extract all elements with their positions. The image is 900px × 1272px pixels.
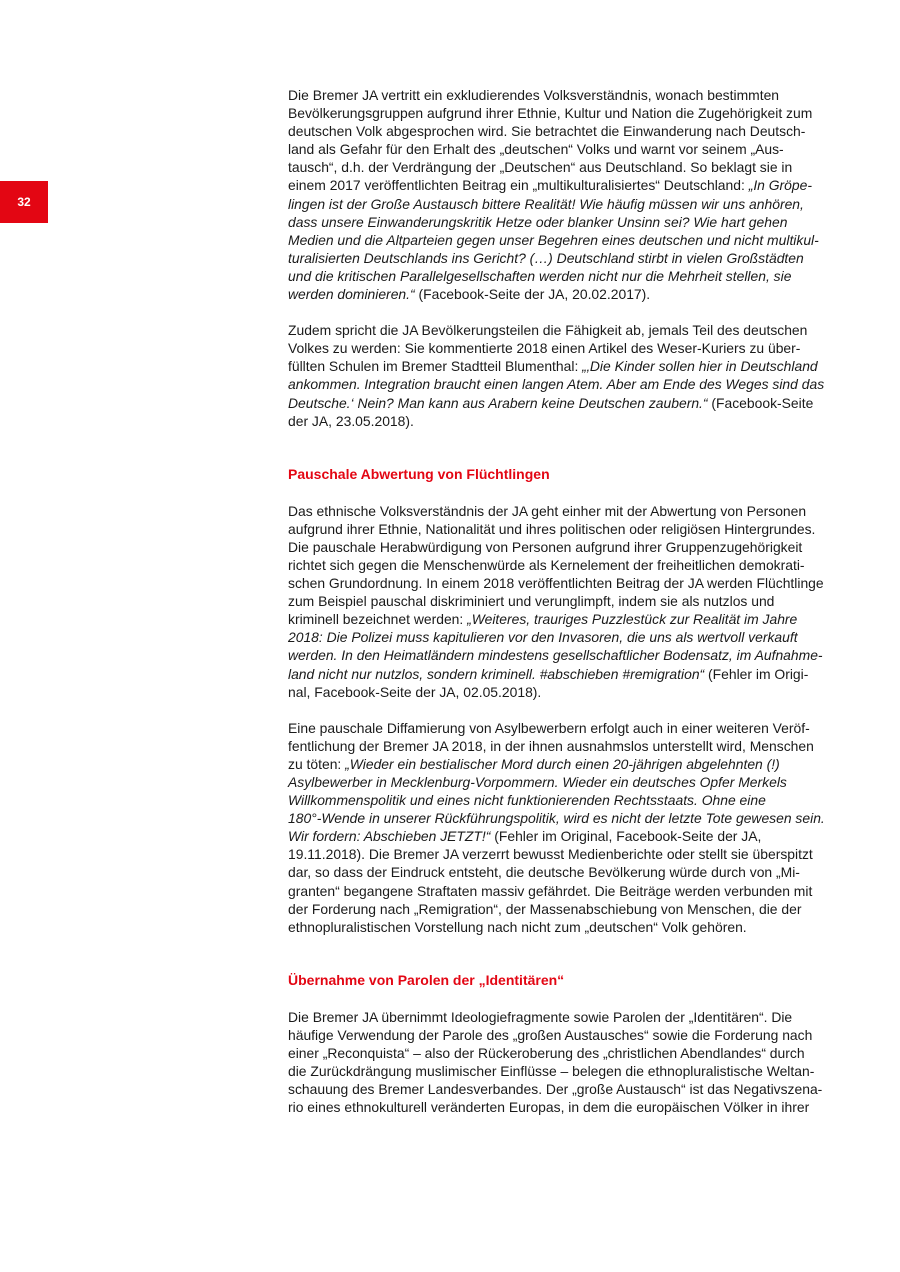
paragraph — [288, 321, 833, 430]
quote-text: 2018: Die Polizei muss kapitulieren vor den Invasoren, die uns als wertvoll verkauft — [288, 629, 798, 646]
body-text: zu töten: — [288, 755, 346, 772]
body-text: (Fehler im Original, Facebook-Seite der JA, — [490, 828, 762, 845]
paragraph — [288, 86, 833, 303]
quote-text: 180°-Wende in unserer Rückführungspolitik, wird es nicht der letzte Tote gewesen sein. — [288, 810, 825, 827]
text-line — [288, 773, 833, 791]
body-text: fentlichung der Bremer JA 2018, in der ihnen ausnahmslos unterstellt wird, Menschen — [288, 737, 814, 754]
quote-text: Willkommenspolitik und eines nicht funktionierenden Rechtsstaats. Ohne eine — [288, 792, 766, 809]
text-line — [288, 737, 833, 755]
text-line — [288, 339, 833, 357]
quote-text: „‚Die Kinder sollen hier in Deutschland — [582, 358, 818, 375]
body-text: Die Bremer JA übernimmt Ideologiefragmente sowie Parolen der „Identitären“. Die — [288, 1008, 793, 1025]
text-line — [288, 683, 833, 701]
text-line — [288, 140, 833, 158]
quote-text: „Weiteres, trauriges Puzzlestück zur Realität im Jahre — [467, 611, 798, 628]
quote-text: werden. In den Heimatländern mindestens gesellschaftlicher Bodensatz, im Aufnahme- — [288, 647, 823, 664]
text-line — [288, 1098, 833, 1116]
page-number: 32 — [17, 195, 31, 209]
text-line — [288, 231, 833, 249]
text-line — [288, 827, 833, 845]
body-text: Volkes zu werden: Sie kommentierte 2018 einen Artikel des Weser-Kuriers zu über- — [288, 340, 801, 357]
text-line — [288, 882, 833, 900]
text-line — [288, 249, 833, 267]
text-line — [288, 610, 833, 628]
text-line — [288, 755, 833, 773]
text-line — [288, 900, 833, 918]
text-line — [288, 791, 833, 809]
quote-text: ankommen. Integration braucht einen langen Atem. Aber am Ende des Weges sind das — [288, 376, 825, 393]
body-text: Die Bremer JA vertritt ein exkludierendes Volksverständnis, wonach bestimmten — [288, 87, 780, 103]
text-line — [288, 412, 833, 430]
body-text: Das ethnische Volksverständnis der JA geht einher mit der Abwertung von Personen — [288, 502, 807, 519]
body-text: tausch“, d.h. der Verdrängung der „Deutschen“ aus Deutschland. So beklagt sie in — [288, 159, 793, 176]
text-line — [288, 592, 833, 610]
text-line — [288, 1080, 833, 1098]
body-text: schauung des Bremer Landesverbandes. Der „große Austausch“ ist das Negativszena- — [288, 1081, 823, 1098]
paragraph — [288, 719, 833, 936]
body-text: land als Gefahr für den Erhalt des „deutschen“ Volks und warnt vor seinem „Aus- — [288, 141, 784, 158]
body-text: rio eines ethnokulturell veränderten Europas, in dem die europäischen Völker in ihrer — [288, 1099, 810, 1116]
quote-text: werden dominieren.“ — [288, 286, 415, 303]
body-text: schen Grundordnung. In einem 2018 veröffentlichten Beitrag der JA werden Flüchtlinge — [288, 575, 824, 592]
body-text: ethnopluralistischen Vorstellung nach nicht zum „deutschen“ Volk gehören. — [288, 918, 747, 935]
page-number-tab — [0, 181, 48, 223]
text-line — [288, 1026, 833, 1044]
main-text-column — [288, 86, 833, 1134]
body-text: dar, so dass der Eindruck entsteht, die deutsche Bevölkerung würde durch von „Mi- — [288, 864, 800, 881]
text-line — [288, 646, 833, 664]
body-text: füllten Schulen im Bremer Stadtteil Blumenthal: — [288, 358, 583, 375]
text-line — [288, 719, 833, 737]
text-line — [288, 628, 833, 646]
paragraph — [288, 502, 833, 701]
body-text: Zudem spricht die JA Bevölkerungsteilen die Fähigkeit ab, jemals Teil des deutschen — [288, 322, 808, 339]
text-line — [288, 665, 833, 683]
quote-text: turalisierten Deutschlands ins Gericht? (…) Deutschland stirbt in vielen Großstädten — [288, 249, 804, 266]
body-text: aufgrund ihrer Ethnie, Nationalität und ihres politischen oder religiösen Hintergrundes. — [288, 520, 816, 537]
body-text: Bevölkerungsgruppen aufgrund ihrer Ethnie, Kultur und Nation die Zugehörigkeit zum — [288, 105, 813, 122]
quote-text: „Wieder ein bestialischer Mord durch einen 20-jährigen abgelehnten (!) — [345, 755, 780, 772]
body-text: kriminell bezeichnet werden: — [288, 611, 468, 628]
paragraph — [288, 1008, 833, 1117]
text-line — [288, 375, 833, 393]
body-text: der JA, 23.05.2018). — [288, 412, 414, 429]
text-line — [288, 158, 833, 176]
body-text: (Fehler im Origi- — [704, 665, 809, 682]
quote-text: Deutsche.‘ Nein? Man kann aus Arabern keine Deutschen zaubern.“ — [288, 394, 708, 411]
body-text: häufige Verwendung der Parole des „großen Austausches“ sowie die Forderung nach — [288, 1026, 813, 1043]
body-text: (Facebook-Seite der JA, 20.02.2017). — [414, 286, 651, 303]
body-text: Die pauschale Herabwürdigung von Personen aufgrund ihrer Gruppenzugehörigkeit — [288, 538, 803, 555]
text-line — [288, 104, 833, 122]
text-line — [288, 556, 833, 574]
text-line — [288, 809, 833, 827]
body-text: einer „Reconquista“ – also der Rückeroberung des „christlichen Abendlandes“ durch — [288, 1045, 805, 1062]
text-line — [288, 918, 833, 936]
text-line — [288, 122, 833, 140]
body-text: Eine pauschale Diffamierung von Asylbewerbern erfolgt auch in einer weiteren Veröf- — [288, 719, 810, 736]
quote-text: lingen ist der Große Austausch bittere Realität! Wie häufig müssen wir uns anhören, — [288, 195, 804, 212]
text-line — [288, 845, 833, 863]
quote-text: „In Gröpe- — [748, 177, 812, 194]
section-heading: Übernahme von Parolen der „Identitären“ — [288, 971, 565, 988]
text-line — [288, 394, 833, 412]
text-line — [288, 86, 833, 104]
text-line — [288, 1062, 833, 1080]
body-text: richtet sich gegen die Menschenwürde als Kernelement der freiheitlichen demokrati- — [288, 556, 805, 573]
text-line — [288, 285, 833, 303]
text-line — [288, 321, 833, 339]
quote-text: land nicht nur nutzlos, sondern kriminell. #abschieben #remigration“ — [288, 665, 705, 682]
text-line — [288, 1008, 833, 1026]
text-line — [288, 502, 833, 520]
quote-text: und die kritischen Parallelgesellschaften werden nicht nur die Mehrheit stellen, sie — [288, 267, 792, 284]
quote-text: Asylbewerber in Mecklenburg-Vorpommern. Wieder ein deutsches Opfer Merkels — [288, 774, 787, 790]
text-line — [288, 538, 833, 556]
body-text: (Facebook-Seite — [707, 394, 814, 411]
text-line — [288, 176, 833, 194]
body-text: der Forderung nach „Remigration“, der Massenabschiebung von Menschen, die der — [288, 900, 802, 917]
text-line — [288, 357, 833, 375]
section-heading: Pauschale Abwertung von Flüchtlingen — [288, 465, 550, 482]
body-text: zum Beispiel pauschal diskriminiert und verunglimpft, indem sie als nutzlos und — [288, 593, 775, 610]
text-line — [288, 520, 833, 538]
body-text: nal, Facebook-Seite der JA, 02.05.2018). — [288, 683, 542, 700]
body-text: einem 2017 veröffentlichten Beitrag ein „multikulturalisiertes“ Deutschland: — [288, 177, 749, 194]
text-line — [288, 267, 833, 285]
quote-text: Medien und die Altparteien gegen unser Begehren eines deutschen und nicht multikul- — [288, 231, 819, 248]
quote-text: Wir fordern: Abschieben JETZT!“ — [288, 828, 491, 845]
body-text: die Zurückdrängung muslimischer Einflüsse – belegen die ethnopluralistische Weltan- — [288, 1063, 815, 1080]
body-text: deutschen Volk abgesprochen wird. Sie betrachtet die Einwanderung nach Deutsch- — [288, 123, 806, 140]
body-text: granten“ begangene Straftaten massiv gefährdet. Die Beiträge werden verbunden mit — [288, 882, 813, 899]
text-line — [288, 574, 833, 592]
text-line — [288, 195, 833, 213]
text-line — [288, 1044, 833, 1062]
text-line — [288, 213, 833, 231]
quote-text: dass unsere Einwanderungskritik Hetze oder blanker Unsinn sei? Wie hart gehen — [288, 213, 788, 230]
text-line — [288, 863, 833, 881]
body-text: 19.11.2018). Die Bremer JA verzerrt bewusst Medienberichte oder stellt sie überspitzt — [288, 846, 813, 863]
